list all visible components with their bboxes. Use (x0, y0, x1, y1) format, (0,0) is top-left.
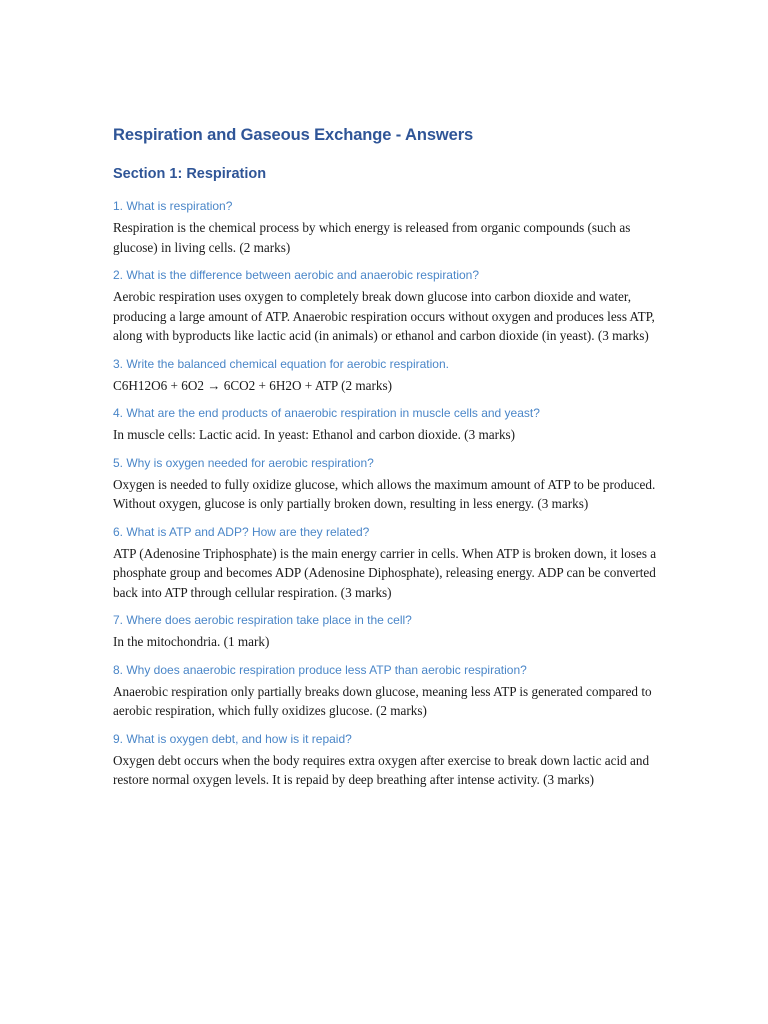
qa-item-5 (113, 455, 658, 514)
question-8: 8. Why does anaerobic respiration produce less ATP than aerobic respiration? (113, 662, 527, 677)
question-4: 4. What are the end products of anaerobic respiration in muscle cells and yeast? (113, 406, 540, 420)
answer-6: ATP (Adenosine Triphosphate) is the main energy carrier in cells. When ATP is broken down, it loses a phosphate group and becomes ADP (Adenosine Diphosphate), releasing energy. ADP can be converted back into ATP through cellular respiration. (3 marks) (113, 545, 657, 600)
answer-3: C6H12O6 + 6O2 → 6CO2 + 6H2O + ATP (2 marks) (113, 377, 392, 393)
question-5: 5. Why is oxygen needed for aerobic respiration? (113, 455, 374, 470)
answer-7: In the mitochondria. (1 mark) (113, 634, 270, 649)
question-6: 6. What is ATP and ADP? How are they related? (113, 524, 370, 539)
answer-5: Oxygen is needed to fully oxidize glucose, which allows the maximum amount of ATP to be produced. Without oxygen, glucose is only partially broken down, resulting in less energy. (3 marks) (113, 476, 656, 511)
answer-4: In muscle cells: Lactic acid. In yeast: Ethanol and carbon dioxide. (3 marks) (113, 427, 516, 442)
answer-1: Respiration is the chemical process by which energy is released from organic compounds (such as glucose) in living cells. (2 marks) (113, 220, 631, 255)
answer-8: Anaerobic respiration only partially breaks down glucose, meaning less ATP is generated compared to aerobic respiration, which fully oxidizes glucose. (2 marks) (113, 683, 652, 718)
question-7: 7. Where does aerobic respiration take place in the cell? (113, 613, 412, 627)
document-title: Respiration and Gaseous Exchange - Answers (113, 126, 474, 144)
document-page (113, 124, 658, 800)
qa-item-7 (113, 612, 658, 652)
section-title: Section 1: Respiration (113, 166, 267, 182)
answer-2: Aerobic respiration uses oxygen to completely break down glucose into carbon dioxide and water, producing a large amount of ATP. Anaerobic respiration occurs without oxygen and produces less ATP, along with byproducts like lactic acid (in animals) or ethanol and carbon dioxide (in yeast). (3 marks) (113, 289, 655, 343)
question-3: 3. Write the balanced chemical equation for aerobic respiration. (113, 356, 449, 371)
qa-item-6 (113, 524, 658, 603)
qa-item-1 (113, 198, 658, 257)
question-1: 1. What is respiration? (113, 199, 233, 213)
qa-item-2 (113, 267, 658, 346)
question-9: 9. What is oxygen debt, and how is it repaid? (113, 731, 352, 746)
question-2: 2. What is the difference between aerobic and anaerobic respiration? (113, 268, 480, 282)
answer-9: Oxygen debt occurs when the body requires extra oxygen after exercise to break down lactic acid and restore normal oxygen levels. It is repaid by deep breathing after intense activity. (3 marks) (113, 752, 650, 787)
qa-item-4 (113, 405, 658, 445)
qa-item-3 (113, 356, 658, 396)
qa-item-9 (113, 731, 658, 790)
qa-item-8 (113, 662, 658, 721)
